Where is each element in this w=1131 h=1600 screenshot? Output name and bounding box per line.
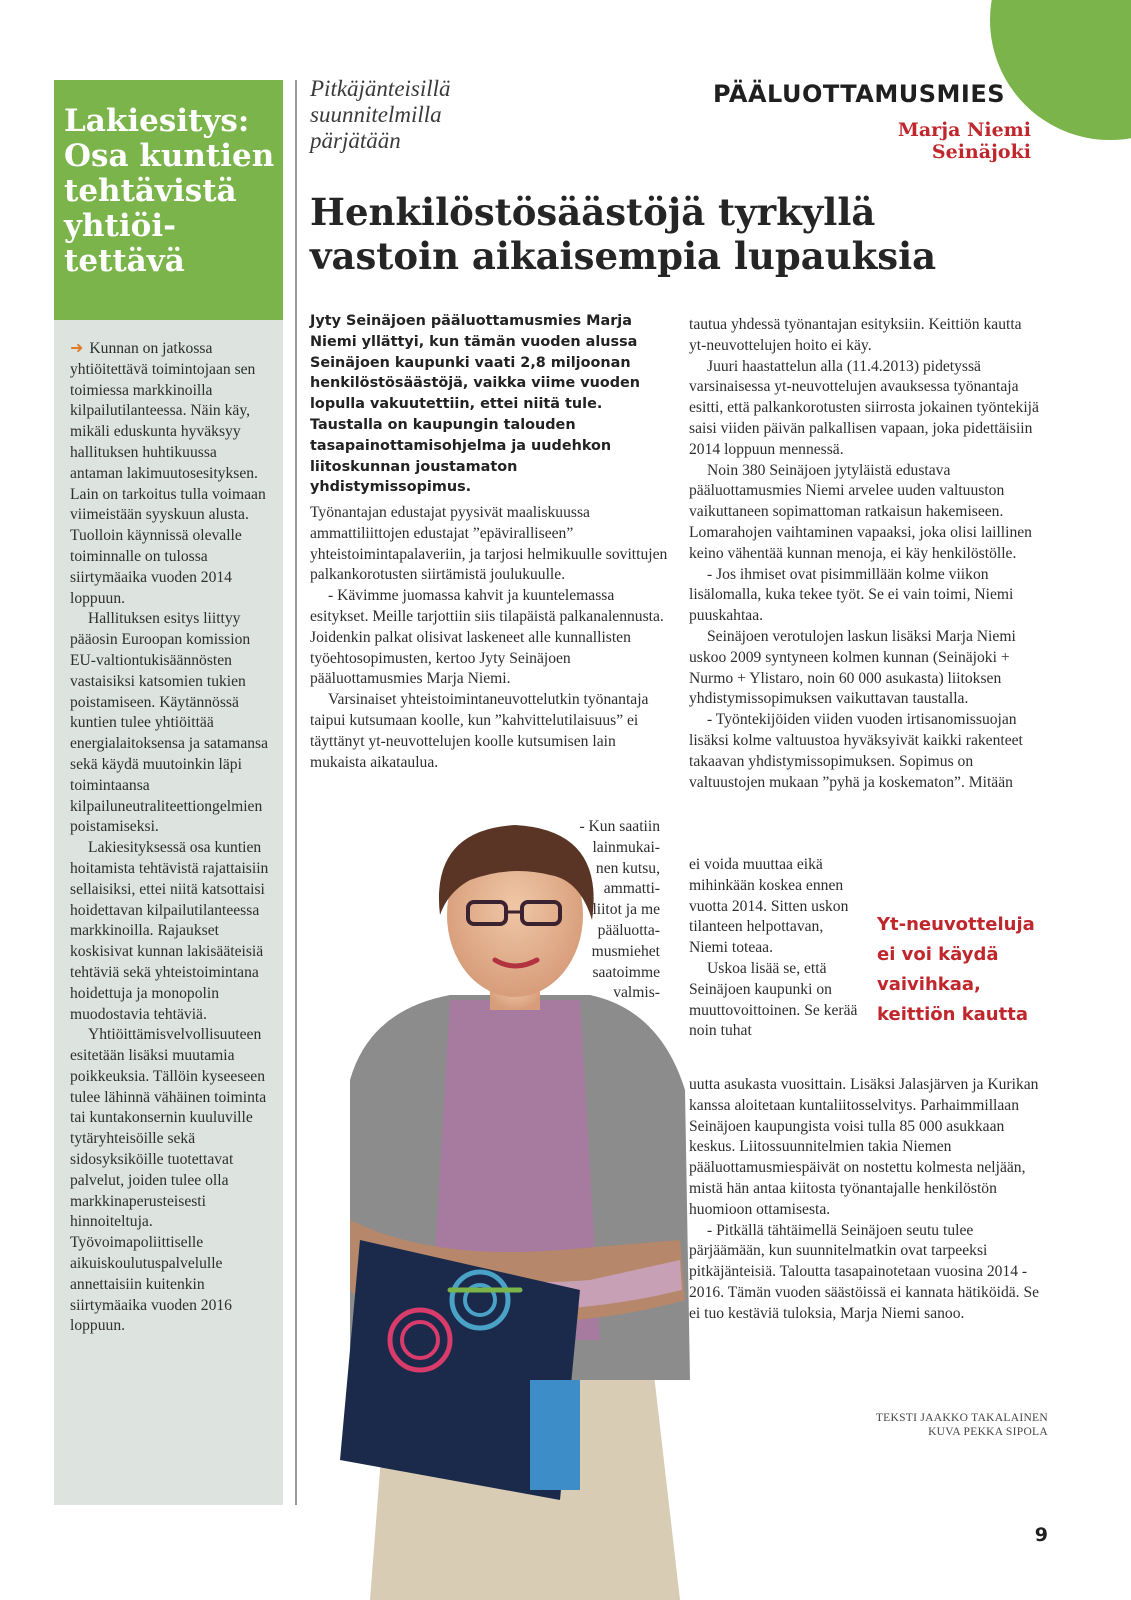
sidebar-paragraph [70, 338, 269, 609]
article-paragraph: tautua yhdessä työnantajan esityksiin. Keittiön kautta yt-neuvottelujen hoito ei käy. [689, 316, 1022, 354]
article-column-2-narrow [689, 855, 859, 1042]
sidebar-title-line: Osa kuntien [64, 138, 275, 174]
sidebar-paragraph: Yhtiöittämisvelvollisuuteen esitetään lisäksi muutamia poikkeuksia. Tällöin kyseeseen tulee lähinnä vähäinen toiminta tai kuntakonsernin kuuluville tytäryhteisöille sekä sidosyksiköille tuotettavat palvelut, joiden tulee olla markkinaperusteisesti hinnoiteltuja. Työvoimapoliittiselle aikuiskoulutuspalvelulle annettaisiin kuitenkin siirtymäaika vuoden 2016 loppuun. [70, 1026, 267, 1335]
wrap-line: musmiehet [591, 942, 660, 960]
credit-line: KUVA PEKKA SIPOLA [928, 1426, 1048, 1438]
headline-line: vastoin aikaisempia lupauksia [310, 234, 937, 278]
article-column-2-lower [689, 1075, 1049, 1325]
article-paragraph: Työnantajan edustajat pyysivät maaliskuussa ammattiliittojen edustajat ”epäviralliseen” yhteistoimintapalaveriin, ja tarjosi helmikuulle sovittujen palkankorotusten siirtämistä joulukuulle. [310, 504, 668, 584]
article-paragraph: - Kävimme juomassa kahvit ja kuuntelemassa esitykset. Meille tarjottiin siis tilapäistä palkanalennusta. Joidenkin palkat olisivat laskeneet alle kunnallisten työehtosopimusten, kertoo Jyty Seinäjoen pääluottamusmies Marja Niemi. [310, 587, 664, 688]
sidebar-title [64, 104, 275, 279]
article-column-2 [689, 315, 1041, 793]
byline [760, 119, 1031, 163]
article-paragraph: - Jos ihmiset ovat pisimmillään kolme viikon lisälomalla, kuka tekee työt. Se ei vain toimi, Niemi puuskahtaa. [689, 565, 1014, 625]
sidebar-body [54, 320, 283, 1505]
sidebar-header [54, 80, 283, 320]
byline-place: Seinäjoki [931, 141, 1031, 163]
lead-paragraph: Jyty Seinäjoen pääluottamusmies Marja Niemi yllättyi, kun tämän vuoden alussa Seinäjoen kaupunki vaati 2,8 miljoonan henkilöstösäästöjä, vaikka viime vuoden lopulla vakuutettiin, ettei niitä tule. Taustalla on kaupungin talouden tasapainottamisohjelma ja uudehkon liitoskunnan joustamaton yhdistymissopimus. [310, 313, 641, 496]
wrap-line: liitot ja me [592, 901, 660, 919]
article-paragraph: Noin 380 Seinäjoen jytyläistä edustava pääluottamusmies Niemi arvelee uuden valtuuston vaikuttaneen sopimattoman ratkaisun hakemiseen. Lomarahojen vaihtaminen vapaaksi, joka olisi laillinen keino vähentää kunnan menoja, ei käy henkilöstölle. [689, 461, 1032, 562]
wrap-line: ammatti- [603, 880, 660, 898]
article-paragraph: Varsinaiset yhteistoimintaneuvottelutkin työnantaja taipui kutsumaan koolle, kun ”kahvittelutilaisuus” ei täyttänyt yt-neuvottelujen koolle kutsumisen lain mukaista aikataulua. [310, 691, 649, 771]
sidebar-title-line: Lakiesitys: [64, 103, 250, 139]
wrap-line: lainmukai- [592, 838, 660, 856]
sidebar-paragraph: Lakiesityksessä osa kuntien hoitamista tehtävistä rajattaisiin sellaisiksi, ettei niitä katsottaisi hoidettavan kilpailutilanteessa markkinoilla. Rajaukset koskisivat kunnan lakisääteisiä tehtäviä sekä yhteistoimintana hoidettuja ja monopolin muodostavia tehtäviä. [70, 839, 269, 1023]
page-number: 9 [1034, 1524, 1048, 1546]
wrap-line: - Kun saatiin [579, 818, 660, 835]
byline-name: Marja Niemi [897, 119, 1031, 141]
wrap-line: saatoimme [592, 963, 660, 981]
article-paragraph: uutta asukasta vuosittain. Lisäksi Jalasjärven ja Kurikan kanssa aloitetaan kuntaliitosselvitys. Parhaimmillaan Seinäjoen kaupungista voisi tulla 85 000 asukkaan keskus. Liitossuunnitelmien takia Niemen pääluottamusmiespäivät on nostettu kolmesta neljään, mistä hän antaa kiitosta työnantajalle henkilöstön huomioon ottamisesta. [689, 1076, 1039, 1218]
article-paragraph: Seinäjoen verotulojen laskun lisäksi Marja Niemi uskoo 2009 syntyneen kolmen kunnan (Seinäjoki + Nurmo + Ylistaro, noin 60 000 asukasta) liitoksen yhdistymissopimuksen vaikuttavan taustalla. [689, 627, 1016, 708]
kicker [310, 76, 570, 154]
article-paragraph: ei voida muuttaa eikä mihinkään koskea ennen vuotta 2014. Sitten uskon tilanteen helpottavan, Niemi toteaa. [689, 856, 849, 957]
kicker-line: pärjätään [310, 128, 401, 153]
wrap-line: valmis- [613, 984, 660, 1002]
headline [310, 190, 1030, 278]
photo-credits [790, 1411, 1048, 1439]
article-paragraph: Uskoa lisää se, että Seinäjoen kaupunki on muuttovoittoinen. Se kerää noin tuhat [689, 959, 858, 1040]
right-arrow-icon: ➜ [70, 338, 84, 357]
sidebar-title-line: yhtiöi- [64, 208, 176, 244]
sidebar-paragraph: Hallituksen esitys liittyy pääosin Euroopan komission EU-valtiontukisäännösten vastaisiksi katsomien tukien poistamiseen. Käytännössä kuntien tulee yhtiöittää energialaitoksensa ja satamansa sekä käydä muutoinkin läpi toimintaansa kilpailuneutraliteettiongelmien poistamiseksi. [70, 610, 269, 836]
article-column-1 [310, 503, 670, 773]
article-paragraph: - Työntekijöiden viiden vuoden irtisanomissuojan lisäksi kolme valtuustoa hyväksyivät kaikki rakenteet takaavan yhdistymissopimuksen. Sopimus on valtuustojen mukaan ”pyhä ja koskematon”. Mitään [689, 711, 1023, 791]
article-paragraph: - Pitkällä tähtäimellä Seinäjoen seutu tulee pärjäämään, kun suunnitelmatkin ovat tarpeeksi pitkäjänteisiä. Taloutta tasapainotetaan vuosina 2014 - 2016. Tämän vuoden säästöissä ei kannata hätiköidä. Se ei tuo kestäviä tuloksia, Marja Niemi sanoo. [689, 1221, 1040, 1322]
kicker-line: suunnitelmilla [310, 102, 442, 127]
credit-line: TEKSTI JAAKKO TAKALAINEN [875, 1412, 1048, 1424]
headline-line: Henkilöstösäästöjä tyrkyllä [310, 190, 876, 234]
article-paragraph: Juuri haastattelun alla (11.4.2013) pidetyssä varsinaisessa yt-neuvottelujen avauksessa työnantaja esitti, että palkankorotusten siirrosta jokainen työntekijä saisi viiden päivän palkallisen vapaan, joka pidettäisiin 2014 loppuun mennessä. [689, 357, 1039, 458]
column-divider [295, 80, 297, 1505]
section-label: PÄÄLUOTTAMUSMIES [712, 80, 1005, 108]
photo-wrap-text [540, 817, 660, 1004]
kicker-line: Pitkäjänteisillä [310, 76, 451, 101]
sidebar-title-line: tehtävistä [64, 173, 237, 209]
pull-quote: Yt-neuvotteluja ei voi käydä vaivihkaa, keittiön kautta [877, 914, 1035, 1025]
sidebar-paragraph-text: Kunnan on jatkossa yhtiöitettävä toimintojaan sen toimiessa markkinoilla kilpailutilanteessa. Näin käy, mikäli eduskunta hyväksyy hallituksen huhtikuussa antaman lakimuutosesityksen. Lain on tarkoitus tulla voimaan viimeistään syyskuun alusta. Tuolloin käynnissä olevalle toiminnalle on tulossa siirtymäaika vuoden 2014 loppuun. [70, 340, 266, 607]
sidebar-title-line: tettävä [64, 243, 185, 279]
wrap-line: nen kutsu, [595, 859, 660, 877]
wrap-line: pääluotta- [597, 921, 660, 939]
